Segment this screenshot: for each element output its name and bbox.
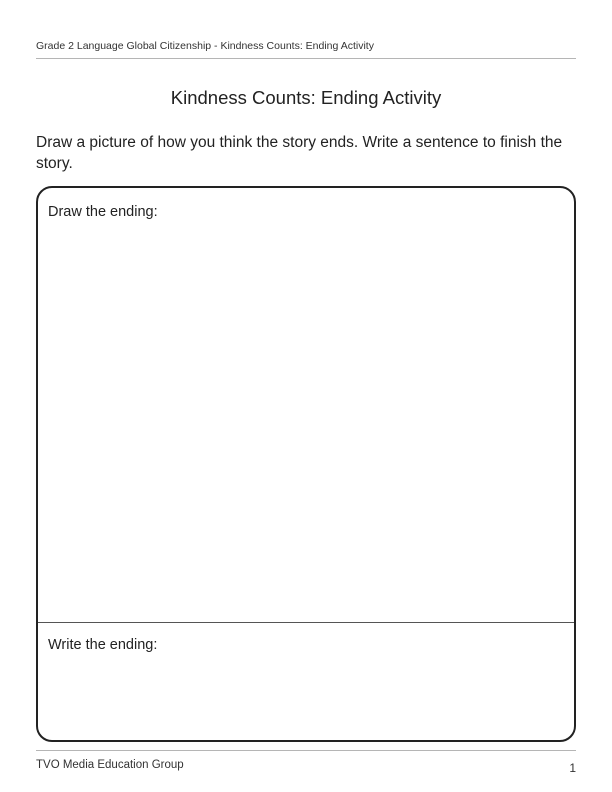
document-header: Grade 2 Language Global Citizenship - Kindness Counts: Ending Activity	[36, 40, 374, 52]
instructions-text: Draw a picture of how you think the story ends. Write a sentence to finish the story.	[36, 134, 563, 172]
draw-label: Draw the ending:	[48, 204, 158, 220]
write-area[interactable]	[38, 623, 574, 740]
page-title: Kindness Counts: Ending Activity	[170, 87, 442, 108]
page-number: 1	[569, 761, 576, 775]
footer-divider	[36, 750, 576, 751]
draw-area[interactable]	[38, 188, 574, 623]
activity-box	[36, 186, 576, 742]
write-label: Write the ending:	[48, 637, 158, 653]
header-divider	[36, 58, 576, 59]
footer-organization: TVO Media Education Group	[36, 759, 184, 771]
